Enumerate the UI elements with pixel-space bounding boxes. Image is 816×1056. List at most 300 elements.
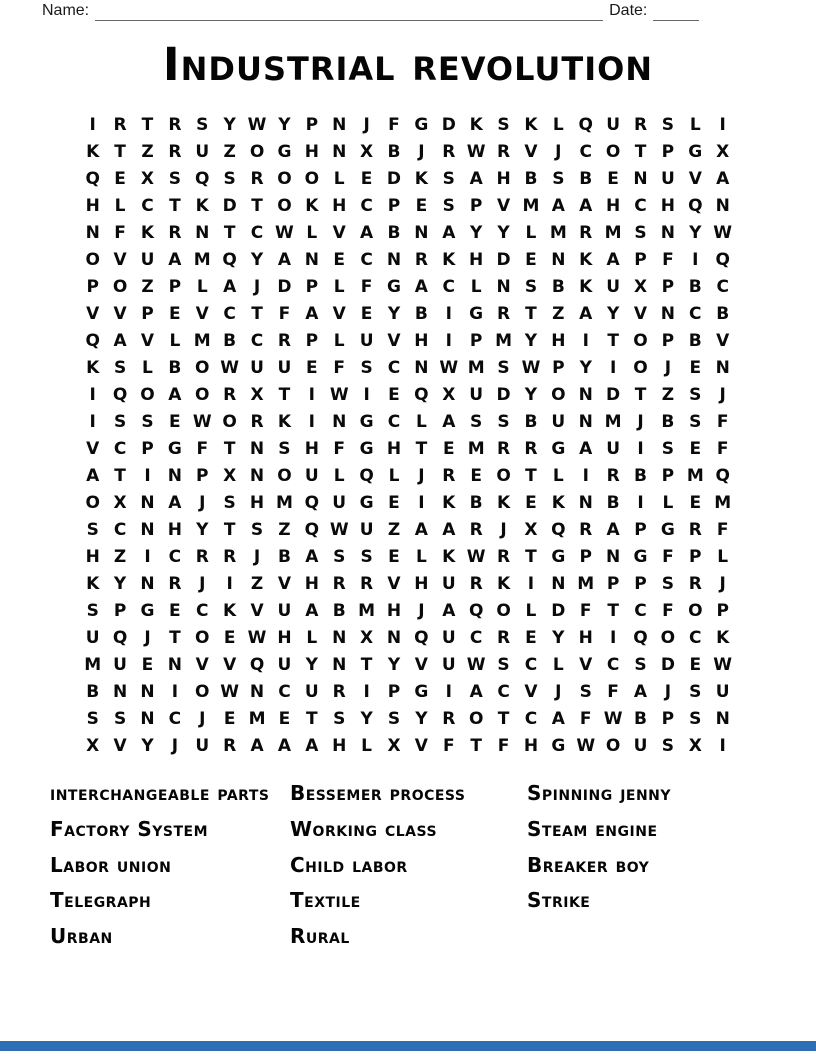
grid-letter: S: [661, 114, 675, 135]
grid-letter: N: [578, 492, 593, 513]
grid-letter: R: [497, 546, 511, 567]
grid-letter: V: [633, 303, 648, 324]
grid-letter: N: [112, 681, 128, 702]
grid-letter: R: [332, 573, 346, 594]
grid-letter: Y: [223, 114, 236, 135]
grid-letter: L: [662, 492, 674, 513]
grid-letter: O: [688, 600, 703, 621]
grid-letter: H: [85, 195, 100, 216]
grid-letter: O: [195, 357, 210, 378]
grid-letter: P: [113, 600, 127, 621]
grid-letter: U: [140, 249, 155, 270]
grid-letter: Y: [196, 519, 209, 540]
grid-letter: H: [386, 600, 402, 621]
grid-letter: T: [251, 195, 263, 216]
grid-letter: V: [86, 303, 100, 324]
grid-letter: S: [497, 411, 510, 432]
grid-letter: E: [360, 303, 373, 324]
grid-letter: O: [195, 681, 210, 702]
grid-letter: Q: [633, 627, 648, 648]
grid-letter: U: [195, 735, 210, 756]
grid-letter: P: [469, 195, 483, 216]
grid-letter: G: [414, 681, 429, 702]
grid-letter: X: [360, 141, 374, 162]
grid-letter: W: [521, 357, 541, 378]
grid-letter: U: [277, 357, 292, 378]
word-search-grid: [79, 111, 736, 759]
grid-letter: S: [333, 708, 346, 729]
grid-letter: L: [717, 546, 729, 567]
grid-letter: K: [223, 600, 237, 621]
grid-letter: T: [114, 465, 126, 486]
grid-letter: K: [86, 357, 100, 378]
grid-letter: N: [140, 681, 155, 702]
grid-letter: N: [633, 168, 648, 189]
grid-letter: S: [278, 438, 291, 459]
grid-letter: L: [333, 276, 345, 297]
grid-letter: C: [168, 546, 182, 567]
grid-letter: F: [442, 735, 455, 756]
grid-letter: R: [497, 438, 511, 459]
grid-letter: Y: [552, 627, 565, 648]
grid-letter: N: [606, 546, 621, 567]
grid-letter: D: [660, 654, 675, 675]
grid-letter: O: [195, 627, 210, 648]
grid-letter: Y: [524, 384, 538, 405]
grid-letter: C: [524, 708, 538, 729]
grid-letter: S: [497, 114, 510, 135]
grid-letter: E: [169, 303, 181, 324]
grid-letter: Y: [278, 114, 291, 135]
grid-letter: J: [555, 141, 562, 162]
grid-letter: I: [637, 492, 644, 513]
grid-letter: S: [524, 276, 538, 297]
grid-letter: K: [442, 546, 456, 567]
grid-letter: S: [442, 195, 455, 216]
grid-letter: I: [609, 357, 617, 378]
grid-letter: J: [171, 735, 179, 756]
grid-letter: S: [689, 384, 702, 405]
grid-letter: X: [442, 384, 456, 405]
grid-letter: H: [304, 573, 319, 594]
grid-letter: S: [579, 681, 592, 702]
grid-letter: V: [277, 573, 292, 594]
footer-accent-bar: [0, 1041, 816, 1051]
grid-letter: N: [167, 465, 182, 486]
grid-letter: Q: [112, 384, 128, 405]
grid-letter: A: [633, 681, 648, 702]
grid-letter: I: [582, 330, 589, 351]
grid-letter: L: [470, 276, 482, 297]
grid-letter: E: [388, 384, 400, 405]
grid-letter: G: [414, 114, 429, 135]
grid-letter: N: [249, 438, 265, 459]
grid-letter: T: [415, 438, 428, 459]
grid-letter: U: [633, 735, 648, 756]
grid-letter: L: [552, 114, 564, 135]
grid-letter: W: [192, 411, 212, 432]
grid-letter: O: [140, 384, 155, 405]
grid-letter: O: [277, 195, 292, 216]
grid-letter: L: [333, 330, 345, 351]
grid-letter: I: [308, 411, 315, 432]
grid-letter: O: [633, 357, 648, 378]
grid-letter: A: [305, 735, 319, 756]
grid-letter: E: [360, 168, 373, 189]
grid-letter: I: [418, 492, 425, 513]
grid-letter: E: [470, 465, 482, 486]
grid-letter: T: [470, 735, 482, 756]
date-label: Date:: [609, 2, 648, 19]
grid-letter: U: [441, 573, 456, 594]
grid-letter: C: [223, 303, 236, 324]
grid-letter: T: [634, 141, 647, 162]
grid-letter: O: [277, 465, 292, 486]
grid-letter: E: [388, 492, 400, 513]
word-list-item: Rural: [290, 924, 350, 949]
grid-letter: C: [634, 600, 647, 621]
grid-letter: S: [360, 357, 373, 378]
grid-letter: N: [140, 708, 155, 729]
grid-letter: Y: [524, 330, 538, 351]
grid-letter: Y: [689, 222, 702, 243]
grid-letter: M: [604, 222, 622, 243]
grid-letter: M: [495, 330, 513, 351]
grid-letter: F: [579, 600, 592, 621]
grid-letter: V: [387, 330, 401, 351]
grid-letter: R: [113, 114, 127, 135]
grid-letter: Y: [497, 222, 510, 243]
grid-letter: R: [442, 141, 456, 162]
grid-letter: O: [605, 735, 621, 756]
grid-letter: J: [418, 465, 425, 486]
grid-letter: S: [113, 708, 127, 729]
grid-letter: G: [140, 600, 155, 621]
grid-letter: R: [497, 141, 511, 162]
name-blank-line: [95, 2, 603, 21]
grid-letter: D: [496, 384, 511, 405]
grid-letter: S: [196, 114, 209, 135]
grid-letter: R: [579, 519, 593, 540]
grid-letter: A: [551, 708, 565, 729]
grid-letter: A: [305, 303, 319, 324]
grid-letter: R: [442, 708, 456, 729]
grid-letter: F: [716, 411, 729, 432]
grid-letter: F: [360, 276, 373, 297]
grid-letter: T: [306, 708, 318, 729]
grid-letter: U: [195, 141, 210, 162]
grid-letter: J: [664, 357, 672, 378]
grid-letter: I: [692, 249, 699, 270]
grid-letter: L: [415, 411, 427, 432]
grid-letter: B: [606, 492, 620, 513]
grid-letter: W: [713, 654, 733, 675]
grid-letter: K: [442, 249, 456, 270]
grid-letter: T: [278, 384, 291, 405]
grid-letter: G: [551, 735, 566, 756]
grid-letter: O: [496, 600, 511, 621]
grid-letter: C: [689, 627, 702, 648]
grid-letter: K: [86, 141, 100, 162]
grid-letter: E: [689, 654, 702, 675]
grid-letter: T: [525, 465, 537, 486]
grid-letter: N: [167, 654, 182, 675]
grid-letter: H: [332, 735, 347, 756]
grid-letter: F: [114, 222, 126, 243]
grid-letter: O: [112, 276, 128, 297]
grid-letter: Y: [250, 249, 264, 270]
grid-letter: R: [250, 411, 264, 432]
grid-letter: F: [497, 735, 510, 756]
grid-letter: T: [360, 654, 373, 675]
grid-letter: C: [387, 357, 401, 378]
grid-letter: B: [414, 303, 428, 324]
grid-letter: S: [223, 492, 236, 513]
grid-letter: B: [469, 492, 483, 513]
grid-letter: H: [249, 492, 265, 513]
grid-letter: F: [662, 546, 674, 567]
grid-letter: B: [579, 168, 593, 189]
word-list-column: [50, 776, 269, 955]
grid-letter: E: [114, 168, 126, 189]
grid-letter: W: [439, 357, 459, 378]
grid-letter: C: [250, 222, 264, 243]
grid-letter: D: [386, 168, 402, 189]
grid-letter: C: [113, 438, 127, 459]
word-list-item: Factory System: [50, 816, 209, 841]
grid-letter: A: [277, 249, 292, 270]
grid-letter: V: [332, 222, 346, 243]
grid-letter: V: [414, 735, 428, 756]
grid-letter: Q: [468, 600, 484, 621]
grid-letter: O: [496, 465, 511, 486]
grid-letter: M: [193, 249, 211, 270]
grid-letter: T: [169, 627, 181, 648]
grid-letter: Z: [141, 141, 154, 162]
grid-letter: N: [195, 222, 210, 243]
grid-letter: B: [716, 303, 730, 324]
grid-letter: G: [688, 141, 703, 162]
grid-letter: Y: [470, 222, 483, 243]
grid-letter: G: [551, 438, 566, 459]
grid-letter: P: [579, 546, 592, 567]
grid-letter: A: [579, 303, 593, 324]
grid-letter: B: [387, 222, 401, 243]
grid-letter: U: [469, 384, 484, 405]
word-list-item: Working class: [290, 816, 438, 841]
grid-letter: G: [277, 141, 292, 162]
grid-letter: Y: [387, 654, 401, 675]
grid-letter: R: [579, 222, 593, 243]
grid-letter: X: [716, 141, 730, 162]
grid-letter: R: [223, 546, 237, 567]
grid-letter: I: [89, 384, 96, 405]
grid-letter: E: [333, 249, 346, 270]
grid-letter: L: [142, 357, 153, 378]
grid-letter: U: [606, 276, 621, 297]
grid-letter: P: [86, 276, 99, 297]
grid-letter: E: [223, 708, 236, 729]
header-row: [42, 2, 774, 21]
grid-letter: V: [250, 600, 264, 621]
grid-letter: K: [716, 627, 730, 648]
grid-letter: A: [305, 546, 319, 567]
grid-letter: E: [278, 708, 291, 729]
grid-letter: G: [359, 492, 374, 513]
grid-letter: E: [306, 357, 318, 378]
grid-letter: J: [555, 681, 562, 702]
grid-letter: K: [496, 492, 511, 513]
grid-letter: W: [247, 627, 267, 648]
grid-letter: S: [470, 411, 483, 432]
grid-letter: X: [140, 168, 155, 189]
grid-letter: T: [634, 384, 647, 405]
grid-letter: H: [277, 627, 292, 648]
grid-letter: L: [689, 114, 701, 135]
grid-letter: E: [525, 249, 537, 270]
grid-letter: U: [277, 600, 292, 621]
grid-letter: D: [496, 249, 511, 270]
grid-letter: R: [360, 573, 374, 594]
grid-letter: C: [497, 681, 510, 702]
grid-letter: B: [332, 600, 346, 621]
grid-letter: A: [168, 384, 182, 405]
grid-letter: O: [551, 384, 566, 405]
grid-letter: M: [193, 330, 211, 351]
grid-letter: J: [500, 519, 507, 540]
date-blank-line: [653, 2, 699, 21]
grid-letter: A: [168, 249, 182, 270]
grid-letter: R: [168, 573, 182, 594]
grid-letter: L: [333, 465, 345, 486]
grid-letter: Z: [387, 519, 401, 540]
grid-letter: L: [525, 600, 537, 621]
grid-letter: E: [169, 411, 181, 432]
grid-letter: B: [387, 141, 401, 162]
grid-letter: M: [604, 411, 622, 432]
grid-letter: N: [551, 573, 566, 594]
grid-letter: V: [524, 681, 538, 702]
grid-letter: A: [579, 195, 593, 216]
grid-letter: J: [664, 681, 672, 702]
grid-letter: T: [114, 141, 126, 162]
grid-letter: O: [277, 168, 292, 189]
grid-letter: K: [579, 249, 593, 270]
grid-letter: R: [168, 222, 182, 243]
grid-letter: F: [333, 438, 346, 459]
grid-letter: M: [522, 195, 540, 216]
grid-letter: E: [525, 492, 537, 513]
grid-letter: R: [250, 168, 264, 189]
grid-letter: H: [469, 249, 484, 270]
grid-letter: V: [113, 735, 127, 756]
grid-letter: H: [660, 195, 676, 216]
grid-letter: W: [713, 222, 733, 243]
grid-letter: L: [525, 222, 537, 243]
grid-letter: K: [579, 276, 593, 297]
grid-letter: O: [249, 141, 265, 162]
grid-letter: P: [305, 276, 319, 297]
grid-letter: P: [661, 276, 675, 297]
grid-letter: C: [141, 195, 154, 216]
grid-letter: P: [387, 681, 401, 702]
grid-letter: I: [89, 114, 96, 135]
grid-letter: V: [86, 438, 100, 459]
grid-letter: R: [277, 330, 291, 351]
grid-letter: E: [689, 438, 702, 459]
grid-letter: Z: [250, 573, 264, 594]
grid-letter: I: [144, 546, 151, 567]
grid-letter: M: [467, 357, 485, 378]
grid-letter: G: [660, 519, 675, 540]
grid-letter: O: [660, 627, 676, 648]
grid-letter: C: [250, 330, 264, 351]
grid-letter: M: [467, 438, 485, 459]
grid-letter: E: [415, 195, 428, 216]
grid-letter: K: [86, 573, 100, 594]
grid-letter: U: [332, 492, 347, 513]
grid-letter: J: [719, 384, 726, 405]
grid-letter: S: [634, 222, 647, 243]
grid-letter: S: [113, 411, 127, 432]
grid-letter: E: [223, 627, 236, 648]
grid-letter: N: [386, 627, 402, 648]
grid-letter: F: [716, 519, 729, 540]
grid-letter: S: [497, 357, 510, 378]
grid-letter: D: [441, 114, 456, 135]
grid-letter: C: [387, 411, 401, 432]
grid-letter: P: [305, 330, 319, 351]
grid-letter: J: [199, 492, 206, 513]
grid-letter: N: [414, 357, 429, 378]
grid-letter: A: [86, 465, 100, 486]
grid-letter: B: [688, 276, 702, 297]
grid-letter: G: [551, 546, 566, 567]
word-list-item: Steam engine: [527, 816, 658, 841]
grid-letter: N: [715, 195, 730, 216]
grid-letter: U: [441, 654, 456, 675]
grid-letter: P: [634, 519, 647, 540]
grid-letter: C: [469, 627, 483, 648]
grid-letter: P: [661, 330, 675, 351]
grid-letter: Y: [415, 708, 428, 729]
grid-letter: P: [387, 195, 401, 216]
grid-letter: A: [579, 438, 593, 459]
grid-letter: X: [633, 276, 648, 297]
grid-letter: A: [716, 168, 730, 189]
grid-letter: L: [196, 276, 208, 297]
grid-letter: B: [634, 465, 647, 486]
grid-letter: A: [442, 411, 456, 432]
grid-letter: U: [551, 411, 566, 432]
grid-letter: C: [606, 654, 620, 675]
grid-letter: M: [577, 573, 595, 594]
grid-letter: F: [716, 438, 729, 459]
grid-letter: N: [140, 573, 155, 594]
grid-letter: P: [661, 141, 675, 162]
grid-letter: V: [496, 195, 511, 216]
grid-letter: V: [716, 330, 730, 351]
word-list-item: Bessemer process: [290, 781, 466, 805]
grid-letter: N: [249, 681, 265, 702]
grid-letter: S: [661, 438, 675, 459]
grid-letter: C: [442, 276, 456, 297]
grid-letter: U: [441, 627, 456, 648]
grid-letter: U: [606, 438, 621, 459]
grid-letter: V: [414, 654, 428, 675]
grid-letter: P: [661, 465, 675, 486]
grid-letter: L: [552, 654, 564, 675]
